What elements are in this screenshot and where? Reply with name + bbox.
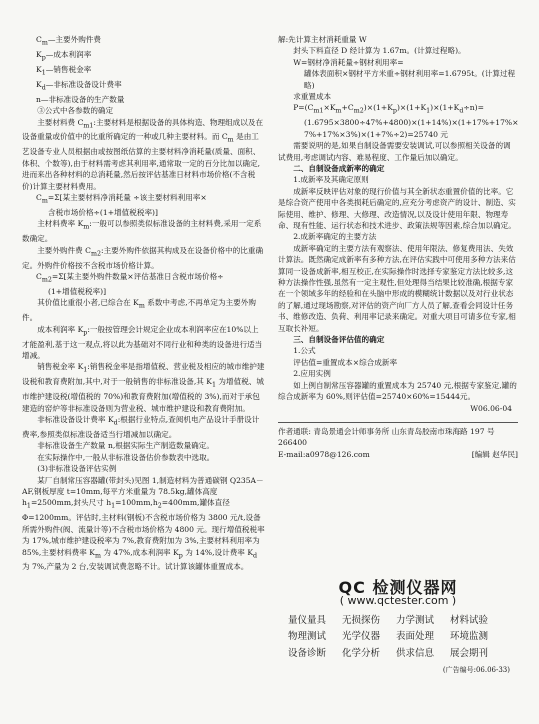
paragraph: 解:先计算主材消耗重量 W xyxy=(278,35,367,44)
formula-line: 7%+17%×3%)×(1+7%÷2)=25740 元 xyxy=(304,129,448,139)
definition-item: $K_1—$销售税金率 xyxy=(36,64,92,77)
right-column xyxy=(278,34,518,460)
example-text xyxy=(22,475,265,573)
section-subtitle: (3)非标准设备评估实例 xyxy=(37,464,117,474)
paragraph: 成本利润率 $K_p$:一般按管理会计规定企业成本利润率应在10%以上才能盈利,基于这一观点,将以此为基础对不同行业和种类的设备进行适当增减。 xyxy=(22,324,263,360)
formula-line: 含税市场价格÷(1+增值税税率)] xyxy=(48,207,158,217)
paragraph: 某厂自制常压容器罐(带封头)见图 1,制造材料为普通碳钢 Q235A－AF,钢板厚度 t=10mm,每平方米重量为 78.5kg,罐体高度 $h_1=2500mm$,封头尺寸 $h_1=100mm,h_2=400mm$,罐体直径 Φ=1200mm。评估时,主材料(钢板)不含税市场价格为 3800 元/t,设备所需外购件(阀、流量计等)不含税市场价格为 4800 元。现行增值税税率为 17%,城市维护建设税率为 7%,教育费附加为 3%,主要材料利用率为 85%,主要材料费率 $K_m$ 为 47%,成本利润率 $K_p$ 为 14%,设计费率 $K_d$ 为 7%,产量为 2 台,安装调试费忽略不计。试计算该罐体重置成本。 xyxy=(22,475,265,572)
paragraph: 封头下料直径 D 经计算为 1.67m。(计算过程略)。 xyxy=(293,46,466,56)
ad-category-item: 环境监测 xyxy=(450,631,489,643)
definition-item: $K_p—$成本利润率 xyxy=(36,49,92,62)
subsection-heading: 1.公式 xyxy=(293,346,316,356)
ad-category-item: 无损探伤 xyxy=(342,614,381,626)
ad-category-item: 物理测试 xyxy=(288,631,327,643)
formula-line: 罐体表面积×钢材平方米重÷钢材利用率=1.6795t。(计算过程略) xyxy=(304,69,516,90)
formula-line: (1.6795×3800÷47%+4800)×(1+14%)×(1+17%+17%× xyxy=(304,118,519,128)
formula-line: W=钢材净消耗量÷钢材利用率= xyxy=(293,57,404,67)
article-tag: W06.06-04 xyxy=(470,403,512,413)
section-heading: 三、自制设备评估值的确定 xyxy=(293,335,385,345)
advertisement-box xyxy=(278,576,518,716)
formula-line: (1+增值税税率)] xyxy=(48,286,107,296)
ad-category-grid xyxy=(288,615,518,659)
ad-title: QC 检测仪器网 xyxy=(338,578,458,597)
section-subtitle: ③公式中各参数的确定 xyxy=(37,106,114,116)
left-column xyxy=(22,34,265,573)
paragraph: 如上例自制常压容器罐的重置成本为 25740 元,根据专家鉴定,罐的综合成新率为 60%,则评估值=25740×60%=15444元。 xyxy=(278,380,517,402)
formula-line: $P=(C_{m1}\times K_m+C_{m2})\times(1+K_p)\times(1+K_1)\times(1+K_d\div n)=$ xyxy=(293,103,484,115)
definition-item: $K_d—$非标准设备设计费率 xyxy=(36,79,122,92)
ad-category-item: 设备诊断 xyxy=(288,647,327,659)
definition-item: $C_m—$主要外购件费 xyxy=(36,35,101,47)
paragraph: 主材料费率 $K_m$:一般可以参照类似标准设备的主材料费,采用一定系数确定。 xyxy=(22,219,262,244)
ad-url-link[interactable]: ( www.qctester.com ) xyxy=(339,594,457,608)
paragraph: 销售税金率 $K_1$:销售税金率是指增值税、营业税及相应的城市维护建设税和教育费附加,其中,对于一般销售的非标准设备,其 $K_1$ 为增值税、城市维护建设税(增值税的 70%)和教育费附加(增值税的 3%),而对于承包建造的窑炉等非标准设备则为营业税、城市维护建设和教育费附加。 xyxy=(22,362,265,413)
email-link[interactable]: E-mail:a0978@126.com xyxy=(278,449,370,459)
definition-item: n—非标准设备的生产数量 xyxy=(36,94,125,104)
ad-code: (广告编号:06.06-33) xyxy=(442,666,510,675)
paragraph: 评估值=重置成本×综合成新率 xyxy=(293,357,398,367)
author-contact: 作者通联: 青岛景通会计师事务所 山东青岛胶南市珠海路 197 号 266400 xyxy=(278,426,495,448)
paragraph: 主要外购件费 $C_{m2}$:主要外购件依据其构成及在设备价格中的比重确定。外购件价格按不含税市场价格计算。 xyxy=(22,245,264,270)
paragraph: 非标准设备设计费率 $K_d$:根据行业特点,查阅机电产品设计手册设计费率,参照类似标准设备适当行增减加以确定。 xyxy=(22,415,260,439)
paragraph: 求重置成本 xyxy=(293,92,332,102)
section-heading: 二、自制设备成新率的确定 xyxy=(293,163,385,173)
ad-category-item: 供求信息 xyxy=(396,647,435,659)
paragraph: 其价值比重很小者,已综合在 $K_m$ 系数中考虑,不再单定为主要外购件。 xyxy=(22,298,256,323)
ad-category-item: 光学仪器 xyxy=(342,631,381,643)
paragraph: 在实际操作中,一般从非标准设备估价参数表中选取。 xyxy=(37,452,215,462)
subsection-heading: 2.应用实例 xyxy=(293,369,331,379)
formula-line: $C_{m2}=\Sigma$[某主要外购件数量×评估基准日含税市场价格÷ xyxy=(36,271,224,284)
paragraph: 成新率反映评估对象的现行价值与其全新状态重置价值的比率。它是综合资产使用中各类损耗后确定的,应充分考虑资产的设计、制造、实际使用、维护、修理、大修理、改造情况,以及设计使用年限、物理寿命、现有性能、运行状态和技术进步、政策法规等因素,综合加以确定。 xyxy=(278,186,516,231)
formula-line: $C_m=\Sigma$[某主要材料净消耗量 ÷该主要材料利用率× xyxy=(36,192,207,205)
paragraph: 需要说明的是,如果自制设备需要安装调试,可以参照相关设备的调试费用,考虑调试内容、难易程度、工作量后加以确定。 xyxy=(278,141,511,162)
ad-category-item: 展会期刊 xyxy=(450,647,489,659)
ad-category-item: 力学测试 xyxy=(396,614,435,626)
paragraph: 非标准设备生产数量 n,根据实际生产制造数量确定。 xyxy=(37,441,214,451)
editor-credit: [编辑 赵华民] xyxy=(471,449,518,459)
paragraph: 主要材料费 $C_{m1}$:主要材料是根据设备的具体构造、物理组成以及在设备重量或价值中的比重所确定的一种或几种主要材料。而 $C_m$ 是由工艺设备专业人员根据由或按图纸估算的主要材料净消耗量(质量、面积、体积、个数等),由于材料需考虑其利用率,通常取一定的百分比加以确定,进而来出各种材料的总消耗量,然后按评估基准日材料市场价格(不含税价)计算主要材料费用。 xyxy=(22,117,264,191)
ad-category-item: 材料试验 xyxy=(450,614,489,626)
author-info xyxy=(278,422,518,460)
subsection-heading: 1.成新率及其确定原则 xyxy=(293,175,369,185)
ad-category-item: 表面处理 xyxy=(396,631,435,643)
subsection-heading: 2.成新率确定的主要方法 xyxy=(293,232,377,242)
paragraph: 成新率确定的主要方法有观察法、使用年限法、修复费用法、失效计算法。既然确定成新率有多种方法,在评估实践中可使用多种方法来估算同一设备成新率,相互校正,在实际操作时选择专家鉴定方法比较多,这种方法操作性强,虽然有一定主观性,但处理得当结果比较准确,根据专家在一个领域多年的经验和在头脑中形成的模糊统计数据以及对行业状态的了解,通过现场勘察,对评估的资产向厂方人员了解,查看会同设计任务书、维修改造、负荷、利用率记录来确定。对重大项目可请多位专家,相互取长补短。 xyxy=(278,243,516,333)
author-email xyxy=(278,449,518,460)
definitions-list xyxy=(22,34,265,105)
ad-category-item: 化学分析 xyxy=(342,647,381,659)
ad-category-item: 量仪量具 xyxy=(288,614,327,626)
